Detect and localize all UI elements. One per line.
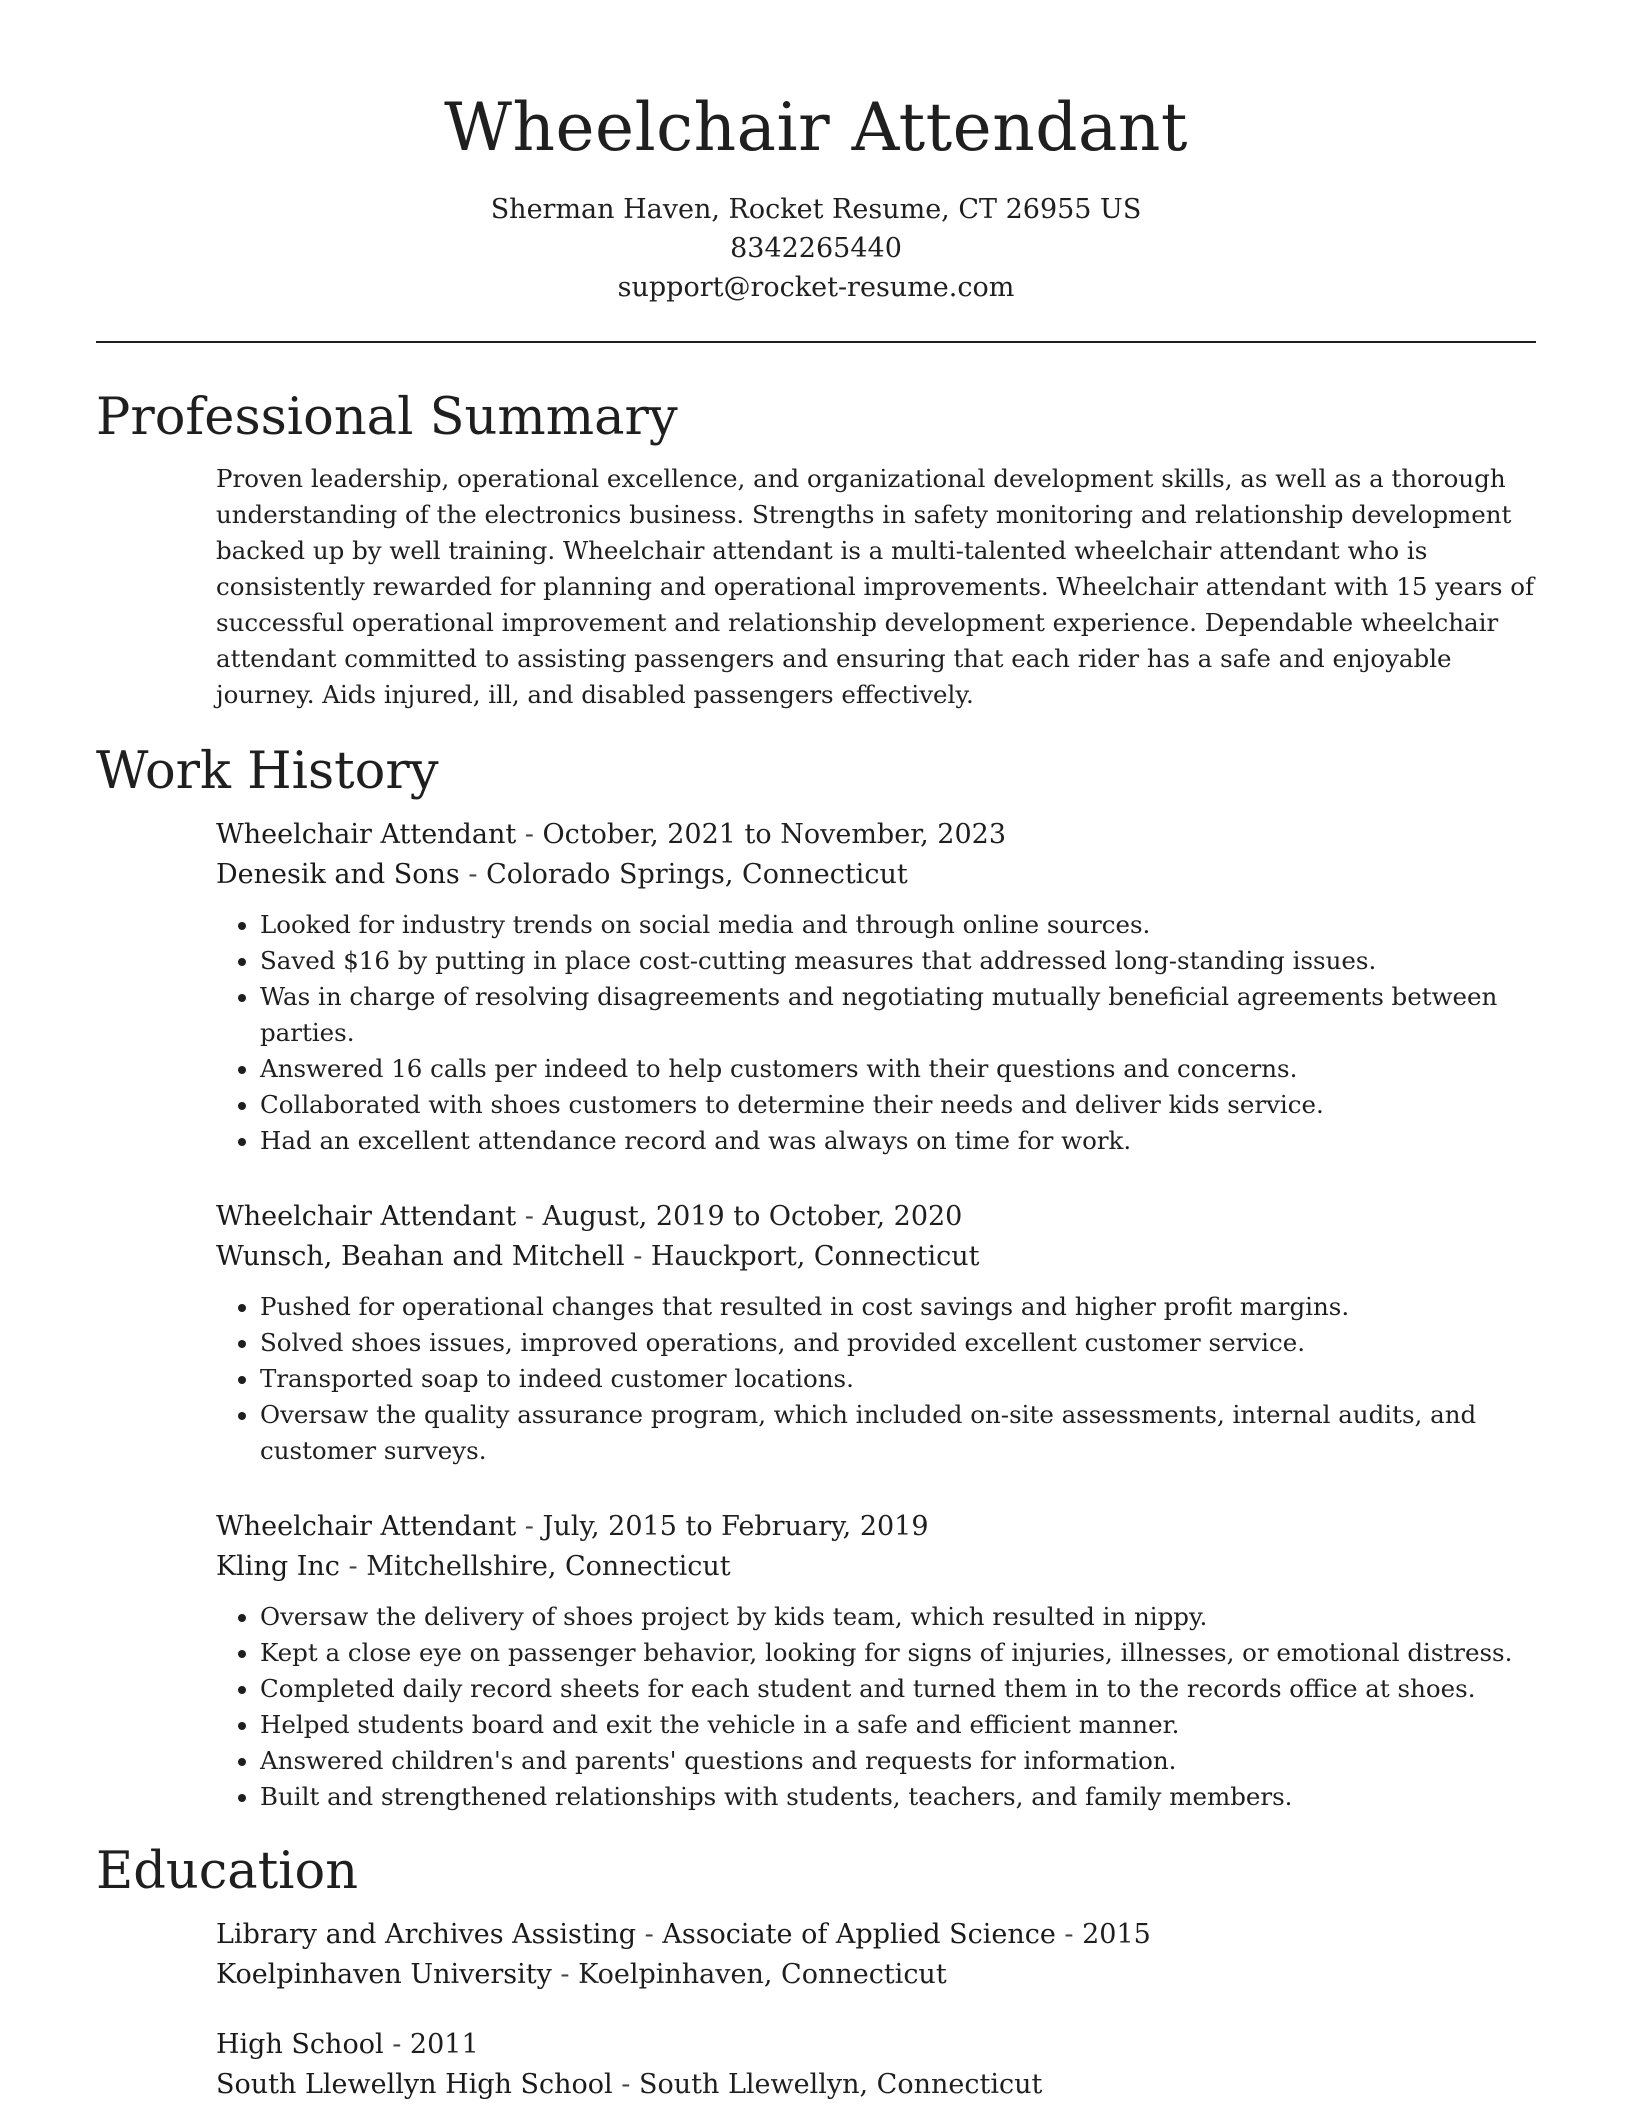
list-item: • Built and strengthened relationships with students, teachers, and family members. bbox=[260, 1779, 1536, 1815]
job-title-line bbox=[216, 1197, 1536, 1237]
job-bullet-list bbox=[216, 1289, 1536, 1469]
list-item: • Collaborated with shoes customers to determine their needs and deliver kids service. bbox=[260, 1087, 1536, 1123]
education-location: Koelpinhaven, Connecticut bbox=[578, 1959, 947, 1990]
list-item: • Completed daily record sheets for each student and turned them in to the records office at shoes. bbox=[260, 1671, 1536, 1707]
job-location: Hauckport, Connecticut bbox=[650, 1241, 980, 1272]
job-entry bbox=[216, 1197, 1536, 1469]
job-company: Kling Inc bbox=[216, 1551, 340, 1582]
job-company-line bbox=[216, 1237, 1536, 1277]
list-item: • Oversaw the quality assurance program, which included on-site assessments, internal audits, and customer surveys. bbox=[260, 1397, 1536, 1469]
separator: - bbox=[621, 2069, 639, 2100]
list-item: • Was in charge of resolving disagreements and negotiating mutually beneficial agreements between parties. bbox=[260, 979, 1536, 1051]
contact-email: support@rocket-resume.com bbox=[617, 272, 1015, 303]
contact-block bbox=[96, 190, 1536, 307]
separator: - bbox=[468, 859, 487, 890]
education-year: 2011 bbox=[409, 2029, 479, 2060]
summary-heading: Professional Summary bbox=[96, 388, 678, 447]
summary-section bbox=[96, 461, 1536, 713]
list-item: • Answered 16 calls per indeed to help customers with their questions and concerns. bbox=[260, 1051, 1536, 1087]
list-item: • Had an excellent attendance record and was always on time for work. bbox=[260, 1123, 1536, 1159]
separator: - bbox=[644, 1919, 663, 1950]
job-role: Wheelchair Attendant bbox=[216, 819, 517, 850]
education-location: South Llewellyn, Connecticut bbox=[639, 2069, 1043, 2100]
candidate-name: Wheelchair Attendant bbox=[444, 89, 1188, 166]
list-item: • Saved $16 by putting in place cost-cutting measures that addressed long-standing issues. bbox=[260, 943, 1536, 979]
job-company: Wunsch, Beahan and Mitchell bbox=[216, 1241, 625, 1272]
job-title-line bbox=[216, 815, 1536, 855]
separator: - bbox=[524, 1201, 543, 1232]
education-field: High School bbox=[216, 2029, 384, 2060]
contact-phone: 8342265440 bbox=[730, 233, 902, 264]
separator: - bbox=[560, 1959, 579, 1990]
job-dates: July, 2015 to February, 2019 bbox=[542, 1511, 929, 1542]
list-item: • Transported soap to indeed customer locations. bbox=[260, 1361, 1536, 1397]
job-location: Colorado Springs, Connecticut bbox=[486, 859, 908, 890]
education-entry bbox=[216, 1915, 1536, 1995]
list-item: • Kept a close eye on passenger behavior, looking for signs of injuries, illnesses, or emotional distress. bbox=[260, 1635, 1536, 1671]
job-company-line bbox=[216, 855, 1536, 895]
education-school: Koelpinhaven University bbox=[216, 1959, 552, 1990]
list-item: • Pushed for operational changes that resulted in cost savings and higher profit margins. bbox=[260, 1289, 1536, 1325]
education-degree-line bbox=[216, 1915, 1536, 1955]
separator: - bbox=[524, 819, 543, 850]
education-school: South Llewellyn High School bbox=[216, 2069, 613, 2100]
list-item: • Solved shoes issues, improved operations, and provided excellent customer service. bbox=[260, 1325, 1536, 1361]
job-title-line bbox=[216, 1507, 1536, 1547]
education-entry bbox=[216, 2025, 1536, 2105]
education-year: 2015 bbox=[1082, 1919, 1151, 1950]
list-item: • Helped students board and exit the vehicle in a safe and efficient manner. bbox=[260, 1707, 1536, 1743]
job-role: Wheelchair Attendant bbox=[216, 1511, 517, 1542]
contact-address: Sherman Haven, Rocket Resume, CT 26955 US bbox=[490, 194, 1142, 225]
education-field: Library and Archives Assisting bbox=[216, 1919, 637, 1950]
job-dates: October, 2021 to November, 2023 bbox=[542, 819, 1007, 850]
list-item: • Answered children's and parents' questions and requests for information. bbox=[260, 1743, 1536, 1779]
education-heading: Education bbox=[96, 1842, 359, 1901]
job-company: Denesik and Sons bbox=[216, 859, 460, 890]
header-divider bbox=[96, 341, 1536, 343]
list-item: • Oversaw the delivery of shoes project by kids team, which resulted in nippy. bbox=[260, 1599, 1536, 1635]
resume-header bbox=[96, 0, 1536, 307]
job-dates: August, 2019 to October, 2020 bbox=[542, 1201, 963, 1232]
work-history-heading: Work History bbox=[96, 742, 439, 801]
work-history-section bbox=[96, 815, 1536, 1815]
separator: - bbox=[392, 2029, 410, 2060]
job-entry bbox=[216, 1507, 1536, 1815]
job-bullet-list bbox=[216, 907, 1536, 1159]
education-section bbox=[96, 1915, 1536, 2105]
education-school-line bbox=[216, 1955, 1536, 1995]
separator: - bbox=[1064, 1919, 1083, 1950]
job-company-line bbox=[216, 1547, 1536, 1587]
job-role: Wheelchair Attendant bbox=[216, 1201, 517, 1232]
education-degree: Associate of Applied Science bbox=[662, 1919, 1056, 1950]
separator: - bbox=[524, 1511, 543, 1542]
education-degree-line bbox=[216, 2025, 1536, 2065]
job-bullet-list bbox=[216, 1599, 1536, 1815]
education-school-line bbox=[216, 2065, 1536, 2105]
summary-text: Proven leadership, operational excellence, and organizational development skills, as well as a thorough understanding of the electronics business. Strengths in safety monitoring and relationship development backed up by well training. Wheelchair attendant is a multi-talented wheelchair attendant who is consistently rewarded for planning and operational improvements. Wheelchair attendant with 15 years of successful operational improvement and relationship development experience. Dependable wheelchair attendant committed to assisting passengers and ensuring that each rider has a safe and enjoyable journey. Aids injured, ill, and disabled passengers effectively. bbox=[216, 464, 1535, 709]
separator: - bbox=[348, 1551, 367, 1582]
list-item: • Looked for industry trends on social media and through online sources. bbox=[260, 907, 1536, 943]
job-location: Mitchellshire, Connecticut bbox=[366, 1551, 731, 1582]
separator: - bbox=[633, 1241, 651, 1272]
job-entry bbox=[216, 815, 1536, 1159]
